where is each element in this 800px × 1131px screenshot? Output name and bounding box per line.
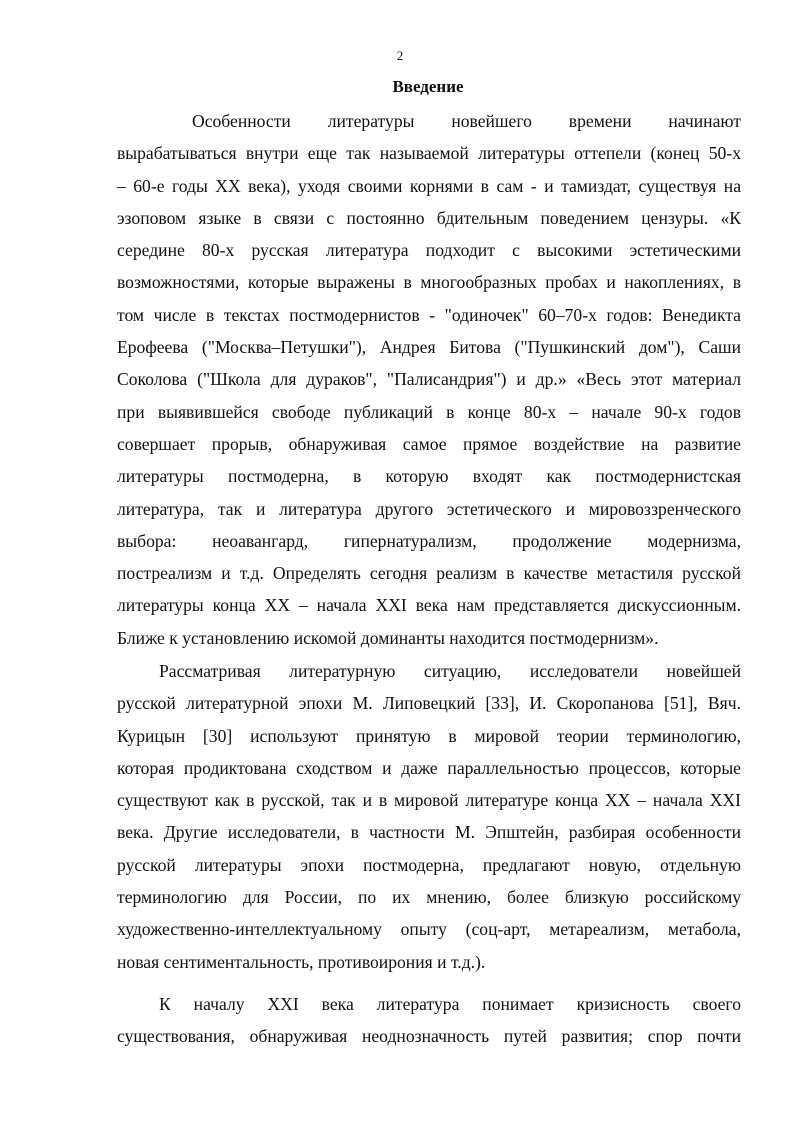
text-line: К началу XXI века литература понимает кризисность своего [159,994,741,1014]
text-line: Особенности литературы новейшего времени начинают [192,111,741,131]
section-heading: Введение [392,77,464,96]
text-line: литературы постмодерна, в которую входят как постмодернистская [117,466,741,487]
text-line: Курицын [30] используют принятую в мировой теории терминологию, [117,725,741,746]
text-line: русской литературы эпохи постмодерна, предлагают новую, отдельную [117,854,741,875]
text-line: новая сентиментальность, противоирония и т.д.). [117,951,486,972]
page-number: 2 [396,48,404,63]
text-line: выбора: неоавангард, гипернатурализм, продолжение модернизма, [117,530,741,551]
paragraph-crisis [117,988,741,1053]
text-line: существуют как в русской, так и в мировой литературе конца XX – начала XXI [117,790,741,811]
text-line: при выявившейся свободе публикаций в конце 80-х – начале 90-х годов [117,401,741,422]
text-line: возможностями, которые выражены в многообразных пробах и накоплениях, в [117,272,741,293]
text-line: эзоповом языке в связи с постоянно бдительным поведением цензуры. «К [117,207,741,228]
text-line: совершает прорыв, обнаруживая самое прямое воздействие на развитие [117,433,741,454]
text-line: терминологию для России, по их мнению, более близкую российскому [117,887,741,908]
text-line: которая продиктована сходством и даже параллельностью процессов, которые [117,757,741,778]
paragraph-terminology [117,655,741,978]
text-line: Рассматривая литературную ситуацию, исследователи новейшей [159,661,741,681]
text-line: литературы конца XX – начала XXI века нам представляется дискуссионным. [117,595,741,616]
text-line: века. Другие исследователи, в частности М. Эпштейн, разбирая особенности [117,822,741,843]
text-line: том числе в текстах постмодернистов - "одиночек" 60–70-х годов: Венедикта [117,304,741,325]
text-line: литература, так и литература другого эстетического и мировоззренческого [117,498,741,519]
text-line: существования, обнаруживая неоднозначность путей развития; спор почти [117,1026,741,1047]
text-line: постреализм и т.д. Определять сегодня реализм в качестве метастиля русской [117,563,741,584]
text-line: – 60-е годы XX века), уходя своими корнями в сам - и тамиздат, существуя на [117,175,741,196]
text-line: Соколова ("Школа для дураков", "Палисандрия") и др.» «Весь этот материал [117,369,741,390]
text-line: Ближе к установлению искомой доминанты находится постмодернизм». [117,627,659,648]
paragraph-intro [117,105,741,654]
text-line: русской литературной эпохи М. Липовецкий [33], И. Скоропанова [51], Вяч. [117,693,741,714]
text-line: Ерофеева ("Москва–Петушки"), Андрея Битова ("Пушкинский дом"), Саши [117,337,741,358]
text-line: середине 80-х русская литература подходит с высокими эстетическими [117,240,741,261]
text-line: художественно-интеллектуальному опыту (соц-арт, метареализм, метабола, [117,919,741,940]
text-line: вырабатываться внутри еще так называемой литературы оттепели (конец 50-х [117,143,741,164]
